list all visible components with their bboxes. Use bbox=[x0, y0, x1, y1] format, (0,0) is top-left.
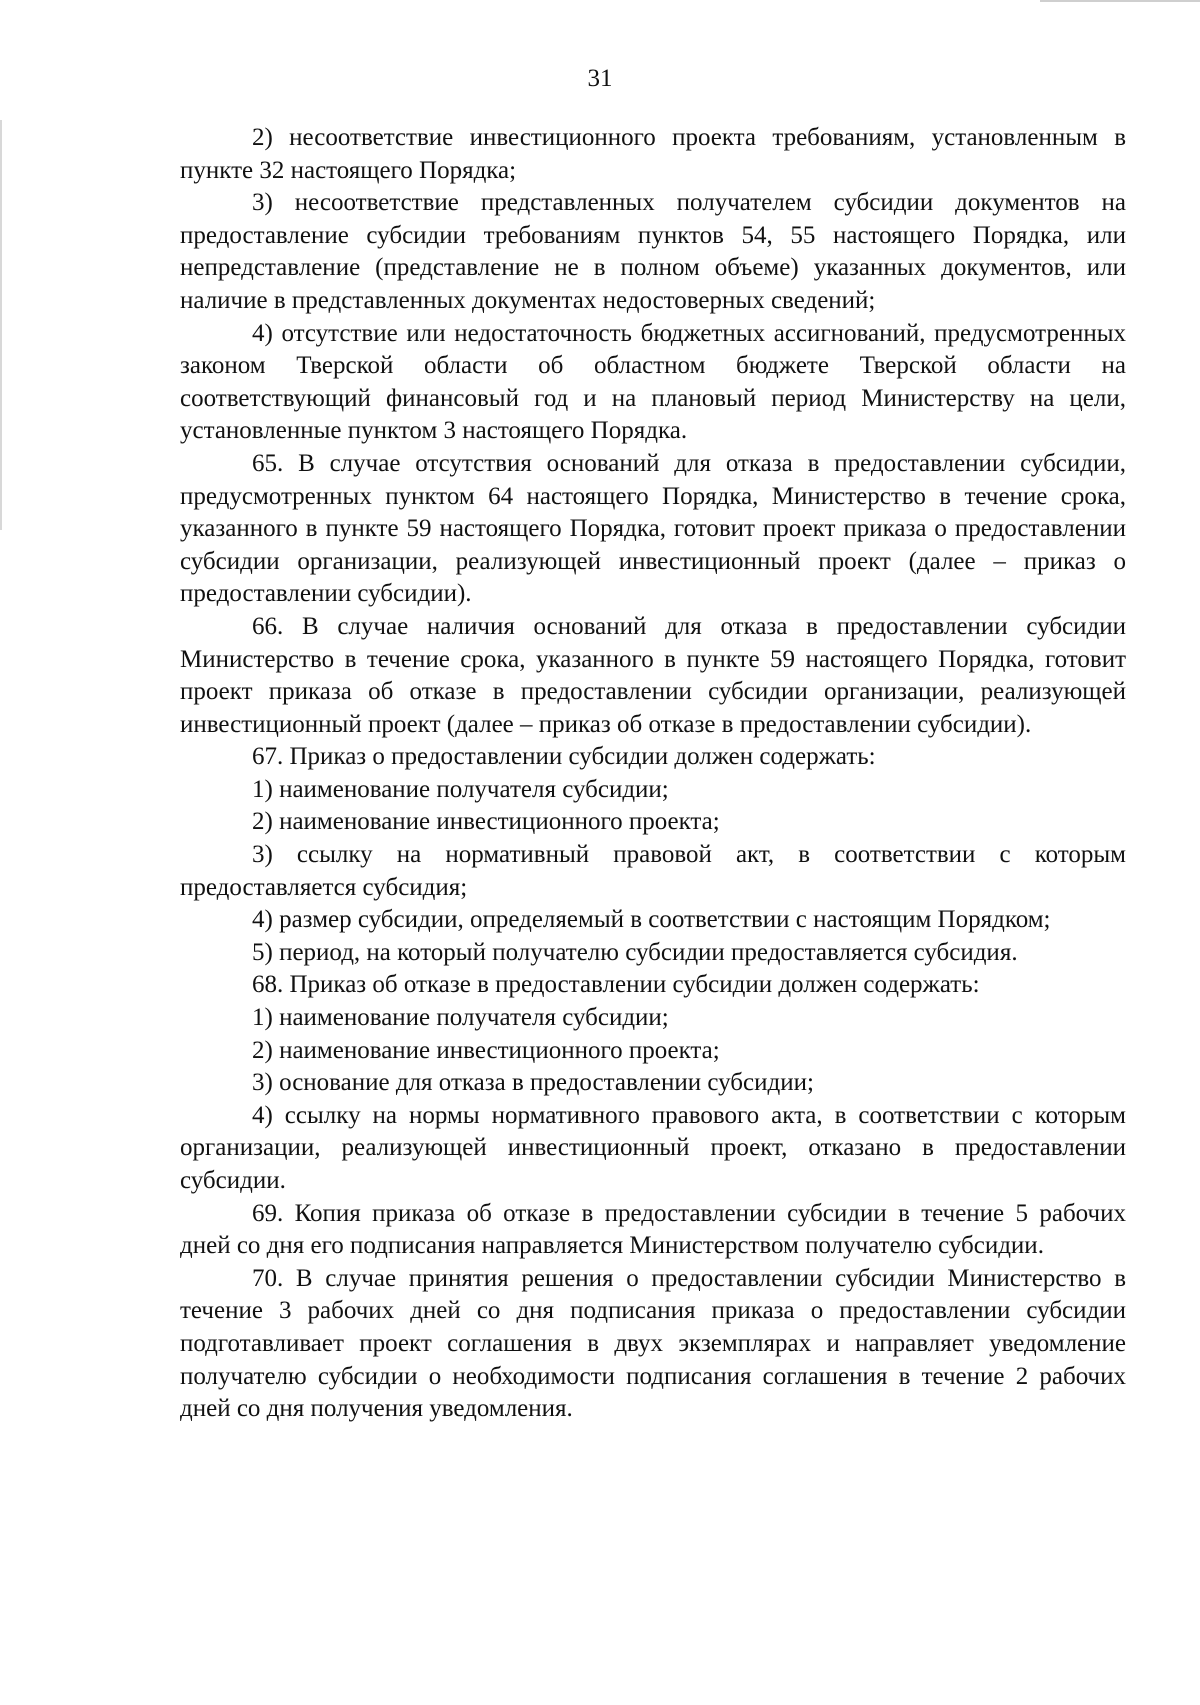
paragraph-section-68: 68. Приказ об отказе в предоставлении субсидии должен содержать: bbox=[252, 971, 980, 999]
paragraph-68-item-4: 4) ссылку на нормы нормативного правового акта, в соответствии с которым организации, реализующей инвестиционный проект, отказано в предоставлении субсидии. bbox=[180, 1101, 1126, 1194]
paragraph-67-item-1: 1) наименование получателя субсидии; bbox=[252, 775, 669, 803]
page-number: 31 bbox=[587, 65, 613, 92]
paragraph-section-69: 69. Копия приказа об отказе в предоставлении субсидии в течение 5 рабочих дней со дня его подписания направляется Министерством получателю субсидии. bbox=[180, 1199, 1126, 1260]
paragraph-item-3: 3) несоответствие представленных получателем субсидии документов на предоставление субсидии требованиям пунктов 54, 55 настоящего Порядка, или непредставление (представление не в полном объеме) указанных документов, или наличие в представленных документах недостоверных сведений; bbox=[180, 189, 1126, 314]
paragraph-67-item-4: 4) размер субсидии, определяемый в соответствии с настоящим Порядком; bbox=[252, 906, 1051, 934]
paragraph-68-item-3: 3) основание для отказа в предоставлении субсидии; bbox=[252, 1069, 814, 1097]
paragraph-67-item-3: 3) ссылку на нормативный правовой акт, в соответствии с которым предоставляется субсидия; bbox=[180, 841, 1126, 901]
paragraph-section-70: 70. В случае принятия решения о предоставлении субсидии Министерство в течение 3 рабочих дней со дня подписания приказа о предоставлении субсидии подготавливает проект соглашения в двух экземплярах и направляет уведомление получателю субсидии о необходимости подписания соглашения в течение 2 рабочих дней со дня получения уведомления. bbox=[180, 1264, 1126, 1423]
scan-edge-left bbox=[0, 120, 2, 530]
paragraph-item-2: 2) несоответствие инвестиционного проекта требованиям, установленным в пункте 32 настоящего Порядка; bbox=[180, 124, 1126, 184]
paragraph-item-4: 4) отсутствие или недостаточность бюджетных ассигнований, предусмотренных законом Тверской области об областном бюджете Тверской области на соответствующий финансовый год и на плановый период Министерству на цели, установленные пунктом 3 настоящего Порядка. bbox=[180, 319, 1126, 445]
paragraph-67-item-5: 5) период, на который получателю субсидии предоставляется субсидия. bbox=[252, 938, 1018, 966]
scan-edge-top bbox=[1040, 0, 1200, 2]
paragraph-68-item-1: 1) наименование получателя субсидии; bbox=[252, 1004, 669, 1032]
document-body bbox=[180, 122, 1126, 1426]
paragraph-68-item-2: 2) наименование инвестиционного проекта; bbox=[252, 1036, 720, 1064]
paragraph-67-item-2: 2) наименование инвестиционного проекта; bbox=[252, 808, 720, 836]
paragraph-section-66: 66. В случае наличия оснований для отказа в предоставлении субсидии Министерство в течение срока, указанного в пункте 59 настоящего Порядка, готовит проект приказа об отказе в предоставлении субсидии организации, реализующей инвестиционный проект (далее – приказ об отказе в предоставлении субсидии). bbox=[180, 612, 1126, 738]
paragraph-section-65: 65. В случае отсутствия оснований для отказа в предоставлении субсидии, предусмотренных пунктом 64 настоящего Порядка, Министерство в течение срока, указанного в пункте 59 настоящего Порядка, готовит проект приказа о предоставлении субсидии организации, реализующей инвестиционный проект (далее – приказ о предоставлении субсидии). bbox=[180, 449, 1126, 608]
paragraph-section-67: 67. Приказ о предоставлении субсидии должен содержать: bbox=[252, 743, 876, 771]
